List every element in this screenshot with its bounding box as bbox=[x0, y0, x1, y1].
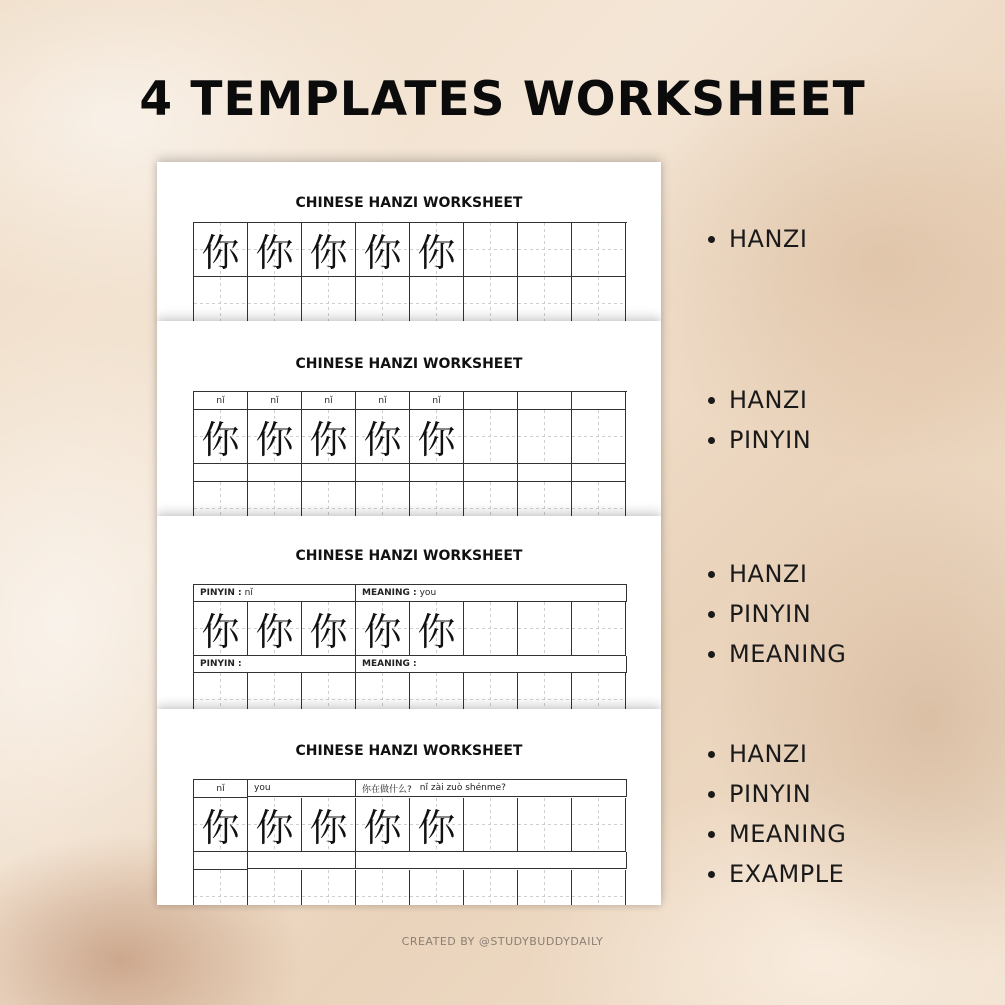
empty-cell bbox=[572, 798, 626, 852]
empty-cell bbox=[194, 277, 248, 322]
hanzi-cell: 你 bbox=[356, 410, 410, 464]
example-pinyin: nǐ zài zuò shénme? bbox=[419, 783, 506, 793]
empty-cell bbox=[572, 482, 626, 517]
worksheet-title: CHINESE HANZI WORKSHEET bbox=[295, 195, 523, 211]
hanzi-cell: 你 bbox=[194, 798, 248, 852]
hanzi-row bbox=[194, 798, 627, 852]
hanzi-cell: 你 bbox=[410, 410, 464, 464]
empty-cell bbox=[248, 277, 302, 322]
empty-cell bbox=[248, 870, 302, 905]
empty-cell bbox=[248, 852, 356, 869]
hanzi-cell: 你 bbox=[248, 798, 302, 852]
feature-item: MEANING bbox=[708, 814, 846, 854]
empty-cell bbox=[194, 464, 248, 482]
empty-cell bbox=[464, 798, 518, 852]
empty-cell bbox=[464, 482, 518, 517]
empty-cell bbox=[464, 602, 518, 656]
empty-cell bbox=[248, 464, 302, 482]
meaning-label: MEANING : bbox=[362, 659, 417, 669]
empty-cell bbox=[464, 392, 518, 410]
empty-cell bbox=[572, 410, 626, 464]
empty-cell bbox=[572, 277, 626, 322]
empty-cell bbox=[248, 482, 302, 517]
info-row bbox=[194, 780, 627, 798]
feature-item: HANZI bbox=[708, 554, 846, 594]
hanzi-row bbox=[194, 602, 627, 656]
hanzi-cell: 你 bbox=[302, 602, 356, 656]
hanzi-cell: 你 bbox=[248, 602, 302, 656]
empty-cell bbox=[356, 673, 410, 710]
pinyin-info-cell bbox=[194, 585, 356, 602]
empty-cell bbox=[464, 870, 518, 905]
feature-list-2 bbox=[708, 380, 811, 460]
worksheet-preview-hanzi-pinyin-meaning bbox=[157, 516, 661, 710]
pinyin-row bbox=[194, 464, 627, 482]
pinyin-cell: nǐ bbox=[410, 392, 464, 410]
hanzi-cell: 你 bbox=[410, 223, 464, 277]
empty-cell bbox=[518, 482, 572, 517]
practice-grid bbox=[193, 391, 627, 517]
empty-cell bbox=[572, 223, 626, 277]
meaning-label: MEANING : bbox=[362, 588, 417, 598]
feature-item: HANZI bbox=[708, 380, 811, 420]
pinyin-cell: nǐ bbox=[194, 780, 248, 798]
hanzi-cell: 你 bbox=[248, 223, 302, 277]
hanzi-cell: 你 bbox=[410, 798, 464, 852]
practice-row bbox=[194, 277, 627, 322]
empty-cell bbox=[194, 870, 248, 905]
empty-cell bbox=[356, 277, 410, 322]
empty-cell bbox=[518, 410, 572, 464]
feature-item: HANZI bbox=[708, 734, 846, 774]
hanzi-cell: 你 bbox=[194, 410, 248, 464]
hanzi-cell: 你 bbox=[302, 410, 356, 464]
pinyin-value: nǐ bbox=[244, 588, 253, 598]
worksheet-preview-hanzi-pinyin bbox=[157, 321, 661, 517]
hanzi-cell: 你 bbox=[356, 602, 410, 656]
hanzi-cell: 你 bbox=[410, 602, 464, 656]
practice-grid bbox=[193, 779, 627, 905]
empty-cell bbox=[518, 277, 572, 322]
empty-cell bbox=[194, 482, 248, 517]
hanzi-cell: 你 bbox=[194, 223, 248, 277]
feature-item: PINYIN bbox=[708, 420, 811, 460]
hanzi-cell: 你 bbox=[356, 798, 410, 852]
worksheet-title: CHINESE HANZI WORKSHEET bbox=[295, 356, 523, 372]
empty-cell bbox=[518, 673, 572, 710]
worksheet-preview-full bbox=[157, 709, 661, 905]
empty-cell bbox=[464, 673, 518, 710]
feature-list-3 bbox=[708, 554, 846, 674]
meaning-cell: you bbox=[248, 780, 356, 797]
meaning-info-cell bbox=[356, 656, 627, 673]
info-row bbox=[194, 585, 627, 602]
hanzi-row bbox=[194, 223, 627, 277]
hanzi-cell: 你 bbox=[356, 223, 410, 277]
empty-cell bbox=[518, 798, 572, 852]
empty-cell bbox=[410, 673, 464, 710]
practice-grid bbox=[193, 584, 627, 710]
empty-cell bbox=[572, 602, 626, 656]
meaning-value: you bbox=[419, 588, 437, 598]
pinyin-row bbox=[194, 392, 627, 410]
empty-cell bbox=[194, 852, 248, 870]
hanzi-cell: 你 bbox=[302, 223, 356, 277]
empty-cell bbox=[572, 870, 626, 905]
hanzi-cell: 你 bbox=[248, 410, 302, 464]
feature-list-1 bbox=[708, 219, 807, 259]
empty-cell bbox=[302, 673, 356, 710]
empty-cell bbox=[356, 870, 410, 905]
pinyin-label: PINYIN : bbox=[200, 659, 242, 669]
empty-cell bbox=[248, 673, 302, 710]
empty-cell bbox=[302, 482, 356, 517]
worksheet-title: CHINESE HANZI WORKSHEET bbox=[295, 743, 523, 759]
empty-cell bbox=[464, 277, 518, 322]
empty-cell bbox=[356, 852, 627, 869]
empty-cell bbox=[410, 870, 464, 905]
feature-item: EXAMPLE bbox=[708, 854, 846, 894]
example-hanzi: 你在做什么? bbox=[362, 784, 412, 795]
empty-cell bbox=[302, 870, 356, 905]
practice-row bbox=[194, 870, 627, 905]
pinyin-cell: nǐ bbox=[356, 392, 410, 410]
hanzi-row bbox=[194, 410, 627, 464]
empty-cell bbox=[410, 464, 464, 482]
pinyin-info-cell bbox=[194, 656, 356, 673]
empty-cell bbox=[518, 223, 572, 277]
pinyin-cell: nǐ bbox=[248, 392, 302, 410]
practice-row bbox=[194, 673, 627, 710]
feature-list-4 bbox=[708, 734, 846, 894]
empty-cell bbox=[464, 410, 518, 464]
empty-cell bbox=[464, 223, 518, 277]
worksheet-title: CHINESE HANZI WORKSHEET bbox=[295, 548, 523, 564]
empty-cell bbox=[572, 464, 626, 482]
pinyin-cell: nǐ bbox=[194, 392, 248, 410]
feature-item: PINYIN bbox=[708, 774, 846, 814]
practice-grid bbox=[193, 222, 627, 322]
credit-footer: CREATED BY @STUDYBUDDYDAILY bbox=[401, 935, 604, 948]
empty-cell bbox=[518, 870, 572, 905]
hanzi-cell: 你 bbox=[302, 798, 356, 852]
empty-cell bbox=[356, 464, 410, 482]
meaning-info-cell bbox=[356, 585, 627, 602]
hanzi-cell: 你 bbox=[194, 602, 248, 656]
empty-cell bbox=[302, 277, 356, 322]
practice-row bbox=[194, 482, 627, 517]
pinyin-label: PINYIN : bbox=[200, 588, 242, 598]
empty-cell bbox=[464, 464, 518, 482]
empty-cell bbox=[194, 673, 248, 710]
worksheet-preview-hanzi bbox=[157, 162, 661, 322]
empty-cell bbox=[410, 277, 464, 322]
empty-cell bbox=[518, 392, 572, 410]
empty-cell bbox=[410, 482, 464, 517]
pinyin-cell: nǐ bbox=[302, 392, 356, 410]
empty-cell bbox=[356, 482, 410, 517]
feature-item: MEANING bbox=[708, 634, 846, 674]
empty-cell bbox=[572, 392, 626, 410]
feature-item: PINYIN bbox=[708, 594, 846, 634]
info-row bbox=[194, 656, 627, 673]
empty-cell bbox=[302, 464, 356, 482]
info-row bbox=[194, 852, 627, 870]
headline: 4 TEMPLATES WORKSHEET bbox=[139, 72, 866, 127]
empty-cell bbox=[518, 602, 572, 656]
empty-cell bbox=[518, 464, 572, 482]
feature-item: HANZI bbox=[708, 219, 807, 259]
empty-cell bbox=[572, 673, 626, 710]
example-cell bbox=[356, 780, 627, 797]
